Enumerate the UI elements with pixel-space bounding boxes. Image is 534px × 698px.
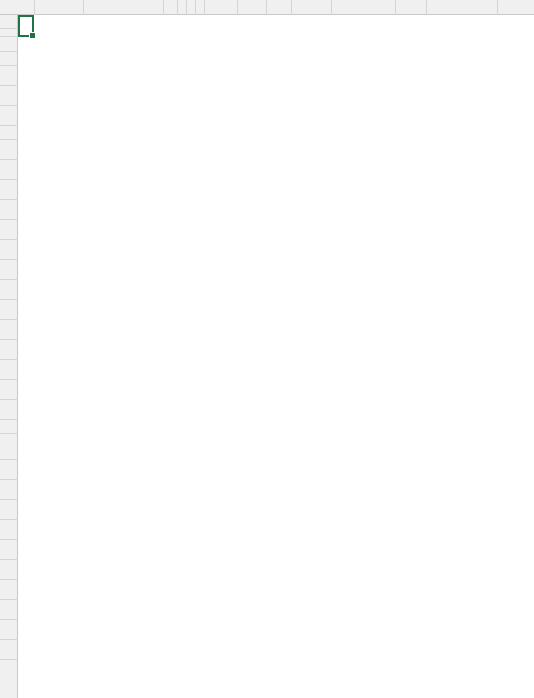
row-header-12[interactable] bbox=[0, 200, 18, 220]
row-header-5[interactable] bbox=[0, 66, 18, 86]
column-header-n[interactable] bbox=[427, 0, 498, 15]
column-header-g[interactable] bbox=[196, 0, 205, 15]
row-header-23[interactable] bbox=[0, 420, 18, 434]
column-header-j[interactable] bbox=[267, 0, 292, 15]
row-header-8[interactable] bbox=[0, 126, 18, 140]
column-header-f[interactable] bbox=[187, 0, 196, 15]
column-header-e[interactable] bbox=[178, 0, 187, 15]
row-header-34[interactable] bbox=[0, 640, 18, 660]
row-header-7[interactable] bbox=[0, 106, 18, 126]
row-header-31[interactable] bbox=[0, 580, 18, 600]
row-header-bar bbox=[0, 15, 18, 698]
row-header-29[interactable] bbox=[0, 540, 18, 560]
unit-label[interactable] bbox=[18, 37, 164, 52]
row-header-19[interactable] bbox=[0, 340, 18, 360]
row-header-30[interactable] bbox=[0, 560, 18, 580]
row-header-6[interactable] bbox=[0, 86, 18, 106]
row-header-11[interactable] bbox=[0, 180, 18, 200]
column-header-i[interactable] bbox=[238, 0, 267, 15]
row-header-32[interactable] bbox=[0, 600, 18, 620]
active-cell-selection[interactable] bbox=[18, 15, 34, 37]
row-header-28[interactable] bbox=[0, 520, 18, 540]
row-header-25[interactable] bbox=[0, 460, 18, 480]
row-header-14[interactable] bbox=[0, 240, 18, 260]
row-header-33[interactable] bbox=[0, 620, 18, 640]
column-header-d[interactable] bbox=[164, 0, 178, 15]
row-header-27[interactable] bbox=[0, 500, 18, 520]
column-header-b[interactable] bbox=[35, 0, 84, 15]
column-header-bar bbox=[0, 0, 534, 15]
row-header-26[interactable] bbox=[0, 480, 18, 500]
column-header-l[interactable] bbox=[332, 0, 396, 15]
row-header-10[interactable] bbox=[0, 160, 18, 180]
row-header-16[interactable] bbox=[0, 280, 18, 300]
row-header-1[interactable] bbox=[0, 15, 18, 29]
row-header-20[interactable] bbox=[0, 360, 18, 380]
row-header-3[interactable] bbox=[0, 37, 18, 52]
spreadsheet-grid[interactable] bbox=[18, 15, 534, 698]
row-header-22[interactable] bbox=[0, 400, 18, 420]
column-header-k[interactable] bbox=[292, 0, 332, 15]
row-header-2[interactable] bbox=[0, 29, 18, 37]
column-header-h[interactable] bbox=[205, 0, 238, 15]
column-header-c[interactable] bbox=[84, 0, 164, 15]
sheet-title[interactable] bbox=[35, 15, 427, 37]
row-header-17[interactable] bbox=[0, 300, 18, 320]
row-header-13[interactable] bbox=[0, 220, 18, 240]
row-header-4[interactable] bbox=[0, 52, 18, 66]
row-header-9[interactable] bbox=[0, 140, 18, 160]
column-header-m[interactable] bbox=[396, 0, 427, 15]
row-header-21[interactable] bbox=[0, 380, 18, 400]
row-header-24[interactable] bbox=[0, 434, 18, 460]
row-header-18[interactable] bbox=[0, 320, 18, 340]
column-header-a[interactable] bbox=[18, 0, 35, 15]
row-header-15[interactable] bbox=[0, 260, 18, 280]
